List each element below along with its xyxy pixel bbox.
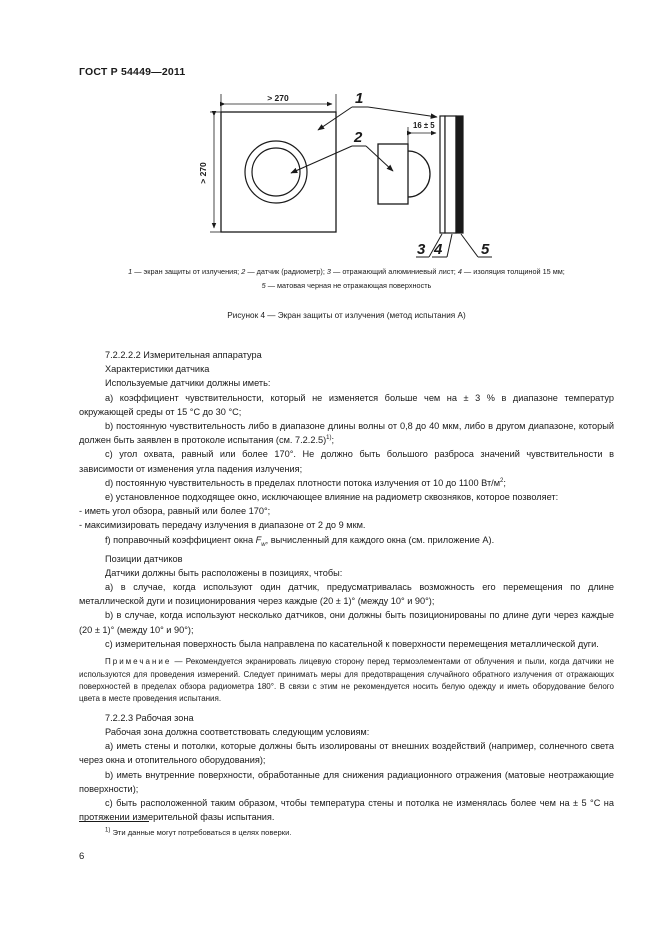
list-item-b: b) постоянную чувствительность либо в диапазоне длины волны от 0,8 до 40 мкм, либо в другом диапазоне, который должен быть заявлен в протоколе испытания (см. 7.2.2.5)$^{1)}$;: [79, 421, 614, 446]
subheading-sensor-positions: Позиции датчиков: [105, 553, 183, 564]
callout-1: 1: [355, 90, 364, 107]
sensor-dome: [408, 151, 430, 197]
reflective-sheet: [440, 116, 445, 233]
callout-2: 2: [354, 129, 363, 146]
radiation-screen-figure: [0, 0, 661, 300]
callout-5: 5: [481, 241, 490, 258]
list-item-e: е) установленное подходящее окно, исключающее влияние на радиометр сквозняков, которое позволяет:: [105, 492, 559, 503]
footnote-separator: [79, 821, 149, 822]
width-dimension-label: > 270: [267, 93, 289, 103]
list-item-a: а) иметь стены и потолки, которые должны быть изолированы от внешних воздействий (например, солнечного света через окна и отопительного оборудования);: [79, 741, 614, 766]
figure-legend-line-2: 5 — матовая черная не отражающая поверхность: [261, 281, 432, 290]
footnote: $^{1)}$ Эти данные могут потребоваться в целях поверки.: [105, 827, 292, 837]
list-item-f: f) поправочный коэффициент окна $F_w$, вычисленный для каждого окна (см. приложение А).: [105, 534, 495, 548]
list-item-b: b) в случае, когда используют несколько датчиков, они должны быть позиционированы по длине дуги через каждые (20 ± 1)° (между 10° и 90°);: [79, 610, 614, 635]
paragraph: Датчики должны быть расположены в позициях, чтобы:: [105, 567, 343, 578]
paragraph: Рабочая зона должна соответствовать следующим условиям:: [105, 726, 370, 737]
list-item-d: d) постоянную чувствительность в пределах плотности потока излучения от 10 до 1100 $Вт/м^2$;: [105, 477, 506, 488]
list-item-c: с) измерительная поверхность была направлена по касательной к поверхности перемещения металлической дуги.: [105, 638, 599, 649]
list-item-c: с) быть расположенной таким образом, чтобы температура стены и потолка не изменялась более чем на ± 5 °С на протяжении измерительной фазы испытания.: [79, 797, 614, 823]
screen-outer-circle: [245, 141, 307, 203]
document-header: ГОСТ Р 54449—2011: [79, 66, 186, 78]
callout-3: 3: [417, 241, 426, 258]
gap-dimension-label: 16 ± 5: [413, 121, 435, 130]
list-item-a: а) коэффициент чувствительности, который не изменяется больше чем на ± 3 % в диапазоне температур окружающей среды от 15 °С до 30 °С;: [79, 392, 614, 417]
figure-legend-line-1: 1 — экран защиты от излучения; 2 — датчик (радиометр); 3 — отражающий алюминиевый лист; 4 — изоляция толщиной 15 мм;: [128, 267, 565, 276]
height-dimension-label: > 270: [198, 162, 208, 184]
document-body: [79, 348, 614, 824]
matte-black-surface: [456, 116, 463, 233]
section-heading-7-2-2-3: 7.2.2.3 Рабочая зона: [105, 712, 194, 723]
list-item-c: с) угол охвата, равный или более 170°. Не должно быть большого разброса значений чувствительности в зависимости от изменения угла падения излучения;: [79, 449, 614, 474]
callout-4: 4: [434, 241, 443, 258]
sensor-body: [378, 144, 408, 204]
insulation-layer: [445, 116, 456, 233]
figure-caption: Рисунок 4 — Экран защиты от излучения (метод испытания А): [227, 311, 466, 320]
section-heading-7-2-2-2-2: 7.2.2.2.2 Измерительная аппаратура: [105, 350, 262, 360]
page-number: 6: [79, 851, 85, 862]
paragraph: Используемые датчики должны иметь:: [105, 378, 271, 389]
list-item-a: а) в случае, когда используют один датчик, предусматривалась возможность его перемещения по длине металлической дуги и позиционирования через каждые (20 ± 1)° (между 10° и 90°);: [79, 582, 614, 607]
dash-item: - иметь угол обзора, равный или более 170°;: [79, 506, 271, 517]
subheading-sensor-characteristics: Характеристики датчика: [105, 364, 210, 375]
list-item-b: b) иметь внутренние поверхности, обработанные для снижения радиационного отражения (матовые неотражающие поверхности);: [79, 769, 614, 794]
note-paragraph: Примечание — Рекомендуется экранировать лицевую сторону перед термоэлементами от облучения и пыли, когда датчики не используются для проведения измерений. Следует принимать меры для предотвращения случайного обратного излучения от отражающих поверхностей в пределах обзора радиометра 180°. В связи с этим не рекомендуется носить белую одежду и иметь оборудование белого цвета в месте проведения испытания.: [79, 657, 614, 704]
dash-item: - максимизировать передачу излучения в диапазоне от 2 до 9 мкм.: [79, 520, 366, 531]
